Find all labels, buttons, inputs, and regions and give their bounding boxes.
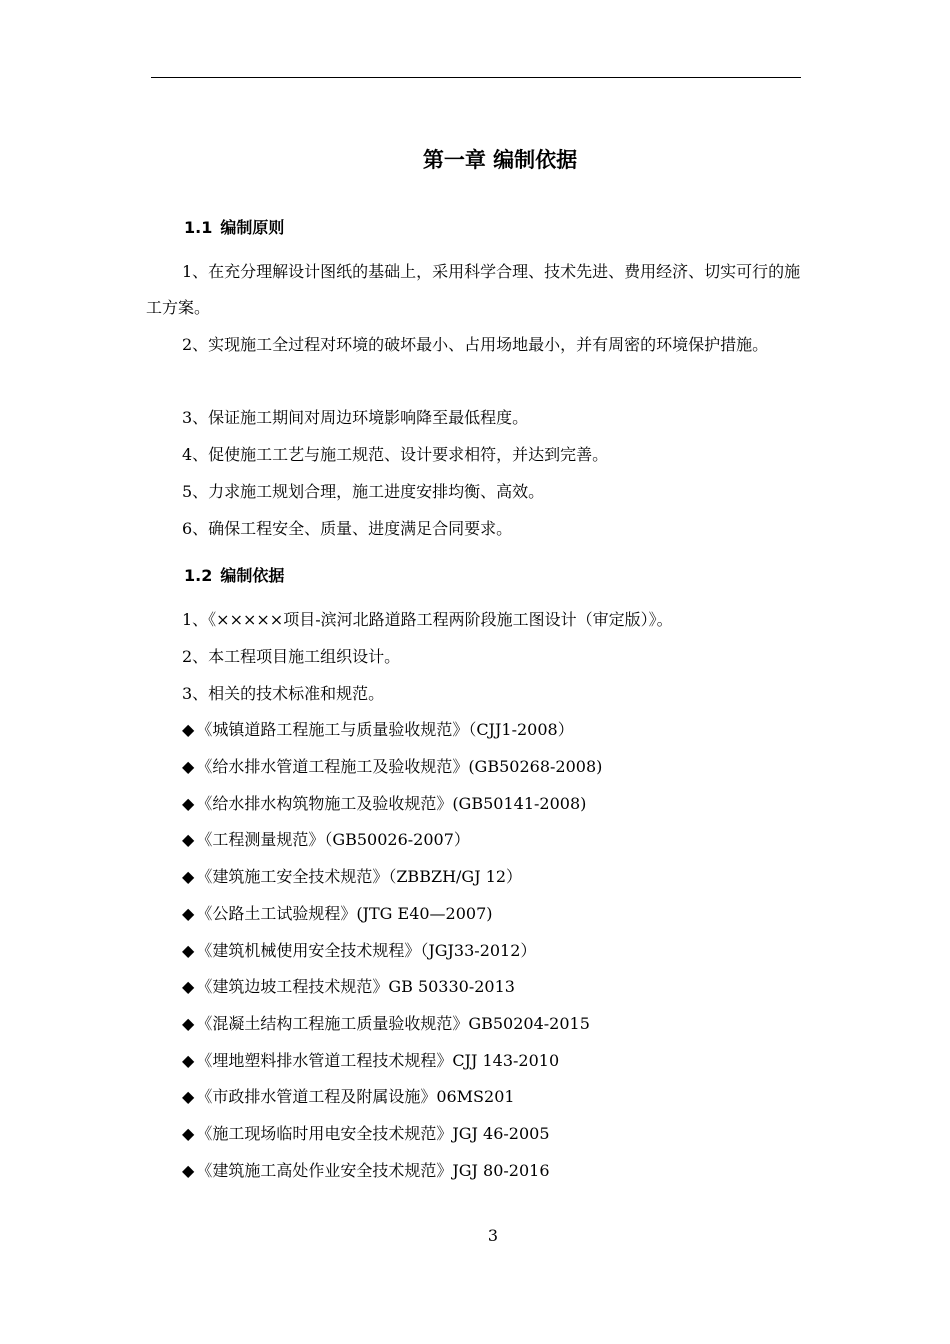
- section-heading-1-2: [184, 564, 284, 588]
- standard-item: ◆ 《公路土工试验规程》(JTG E40—2007): [182, 904, 493, 923]
- section-heading-1-1: [184, 216, 284, 240]
- diamond-bullet-icon: ◆: [182, 830, 195, 849]
- basis-item-1: 1、《×××××项目-滨河北路道路工程两阶段施工图设计（审定版）》。: [182, 610, 673, 629]
- standard-item: ◆ 《建筑机械使用安全技术规程》（JGJ33-2012）: [182, 941, 537, 960]
- section-number: 1.2: [184, 566, 213, 585]
- standard-item: ◆ 《建筑施工安全技术规范》（ZBBZH/GJ 12）: [182, 867, 523, 886]
- diamond-bullet-icon: ◆: [182, 977, 195, 996]
- standard-item: ◆ 《埋地塑料排水管道工程技术规程》CJJ 143-2010: [182, 1051, 560, 1070]
- diamond-bullet-icon: ◆: [182, 1087, 195, 1106]
- diamond-bullet-icon: ◆: [182, 720, 195, 739]
- diamond-bullet-icon: ◆: [182, 1051, 195, 1070]
- principle-item-5: 5、力求施工规划合理，施工进度安排均衡、高效。: [182, 482, 545, 501]
- diamond-bullet-icon: ◆: [182, 941, 195, 960]
- standard-item: ◆ 《工程测量规范》（GB50026-2007）: [182, 830, 470, 849]
- standard-item: ◆ 《城镇道路工程施工与质量验收规范》（CJJ1-2008）: [182, 720, 574, 739]
- standard-item: ◆ 《混凝土结构工程施工质量验收规范》GB50204-2015: [182, 1014, 590, 1033]
- basis-item-2: 2、本工程项目施工组织设计。: [182, 647, 401, 666]
- diamond-bullet-icon: ◆: [182, 1124, 195, 1143]
- diamond-bullet-icon: ◆: [182, 1014, 195, 1033]
- page-number: 3: [487, 1226, 499, 1245]
- diamond-bullet-icon: ◆: [182, 867, 195, 886]
- section-title-text: 编制原则: [220, 218, 285, 237]
- diamond-bullet-icon: ◆: [182, 904, 195, 923]
- standard-item: ◆ 《建筑施工高处作业安全技术规范》JGJ 80-2016: [182, 1161, 550, 1180]
- diamond-bullet-icon: ◆: [182, 794, 195, 813]
- section-title-text: 编制依据: [220, 566, 285, 585]
- header-rule: [151, 77, 801, 78]
- principle-item-4: 4、促使施工工艺与施工规范、设计要求相符，并达到完善。: [182, 445, 609, 464]
- standard-item: ◆ 《建筑边坡工程技术规范》GB 50330-2013: [182, 977, 515, 996]
- principle-item-6: 6、确保工程安全、质量、进度满足合同要求。: [182, 519, 513, 538]
- chapter-title: 第一章 编制依据: [422, 148, 578, 172]
- basis-item-3: 3、相关的技术标准和规范。: [182, 684, 385, 703]
- principle-item-1: 1、在充分理解设计图纸的基础上，采用科学合理、技术先进、费用经济、切实可行的施工方案。: [146, 262, 801, 317]
- diamond-bullet-icon: ◆: [182, 1161, 195, 1180]
- standard-item: ◆ 《给水排水构筑物施工及验收规范》(GB50141-2008): [182, 794, 587, 813]
- standard-item: ◆ 《给水排水管道工程施工及验收规范》(GB50268-2008): [182, 757, 603, 776]
- principle-item-2: 2、实现施工全过程对环境的破坏最小、占用场地最小，并有周密的环境保护措施。: [182, 335, 769, 354]
- principle-item-3: 3、保证施工期间对周边环境影响降至最低程度。: [182, 408, 529, 427]
- diamond-bullet-icon: ◆: [182, 757, 195, 776]
- standard-item: ◆ 《施工现场临时用电安全技术规范》JGJ 46-2005: [182, 1124, 550, 1143]
- standard-item: ◆ 《市政排水管道工程及附属设施》06MS201: [182, 1087, 515, 1106]
- section-number: 1.1: [184, 218, 213, 237]
